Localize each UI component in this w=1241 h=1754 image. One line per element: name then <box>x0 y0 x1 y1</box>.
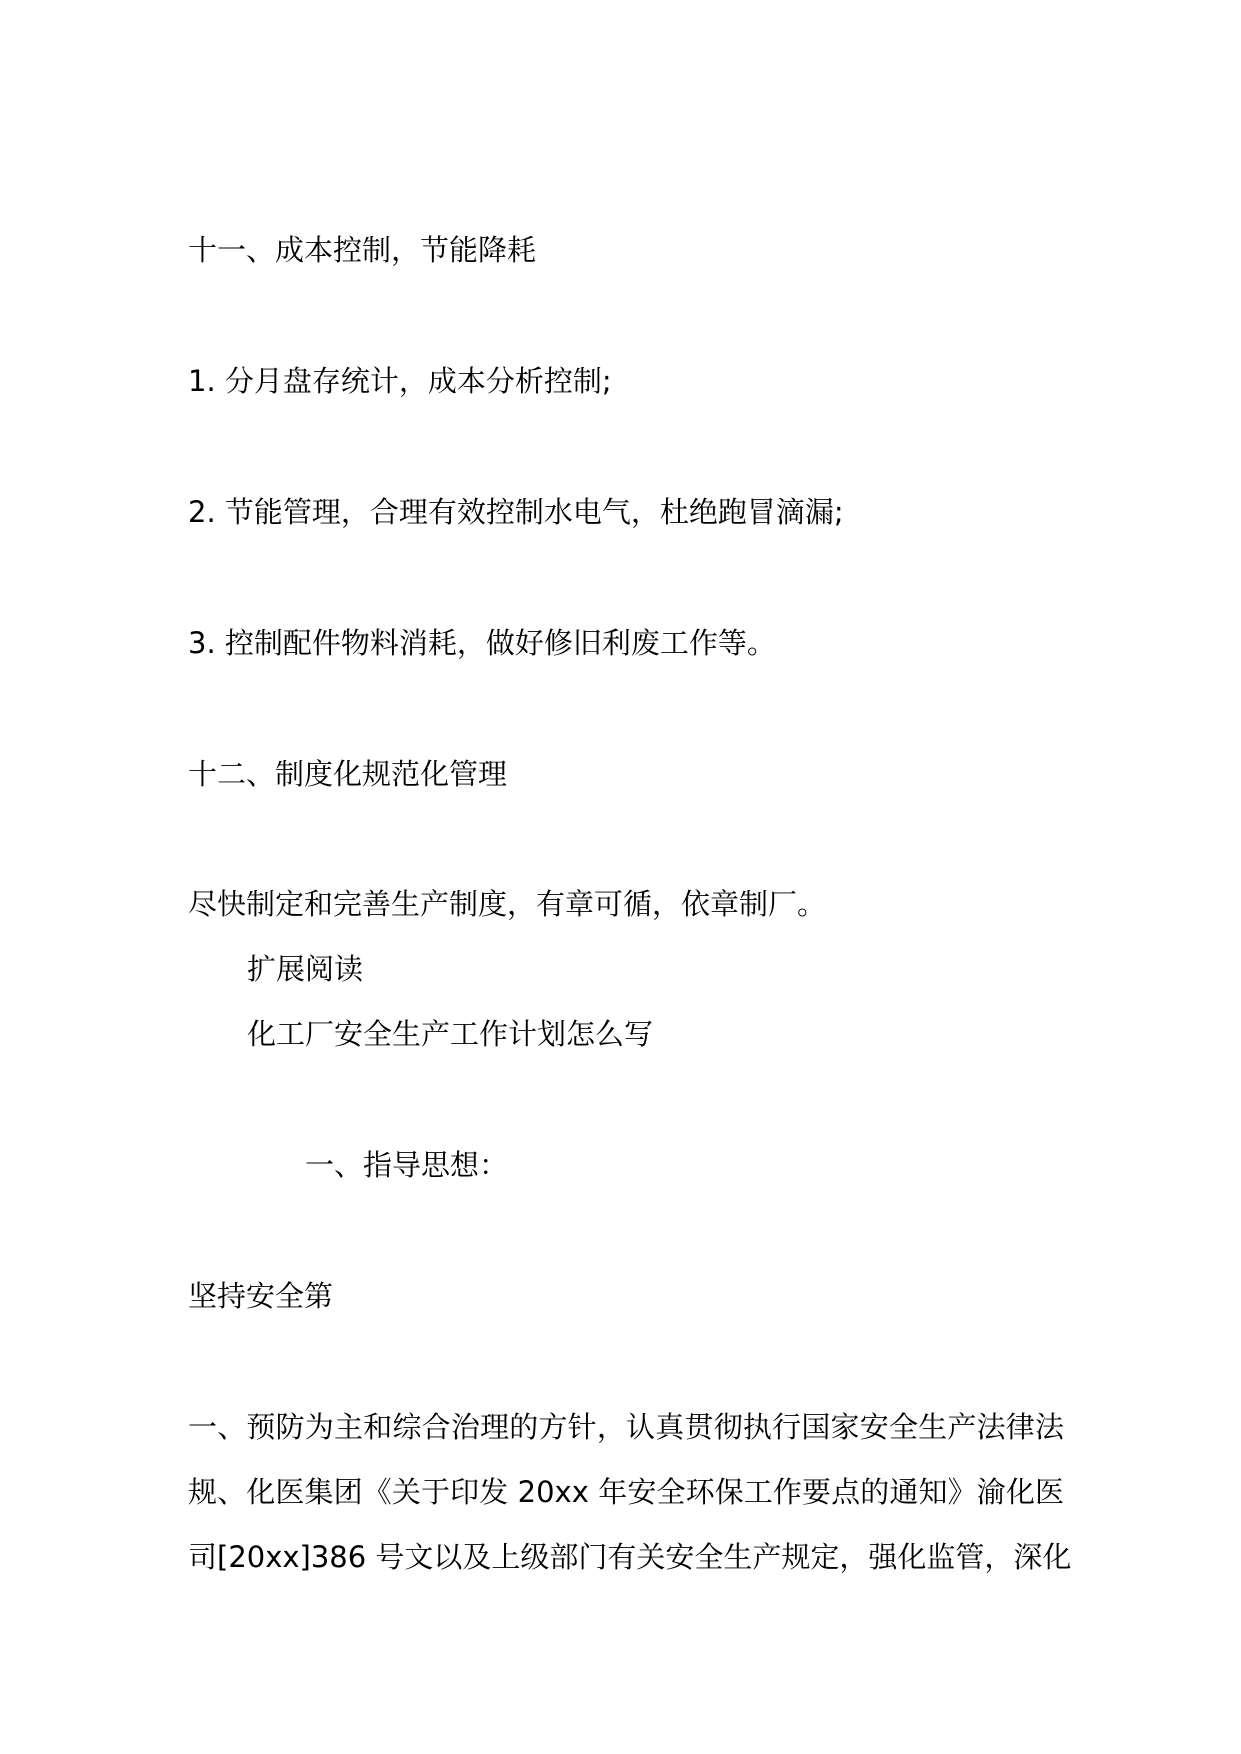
body-text-line: 规、化医集团《关于印发 20xx 年安全环保工作要点的通知》渝化医 <box>188 1475 1064 1509</box>
paragraph: 尽快制定和完善生产制度，有章可循，依章制厂。 <box>188 887 827 921</box>
list-item: 2. 节能管理，合理有效控制水电气，杜绝跑冒滴漏; <box>188 495 844 529</box>
body-text-line: 坚持安全第 <box>188 1279 334 1313</box>
body-text-line: 一、预防为主和综合治理的方针，认真贯彻执行国家安全生产法律法 <box>188 1410 1064 1444</box>
list-item: 1. 分月盘存统计，成本分析控制; <box>188 364 612 398</box>
body-text-line: 司[20xx]386 号文以及上级部门有关安全生产规定，强化监管，深化 <box>188 1540 1072 1574</box>
article-title: 化工厂安全生产工作计划怎么写 <box>247 1017 654 1051</box>
section-heading-cost-control: 十一、成本控制，节能降耗 <box>188 233 537 267</box>
extended-reading-label: 扩展阅读 <box>247 952 364 986</box>
list-item: 3. 控制配件物料消耗，做好修旧利废工作等。 <box>188 626 776 660</box>
section-heading-institutional-management: 十二、制度化规范化管理 <box>188 757 508 791</box>
section-heading-guiding-ideology: 一、指导思想： <box>305 1148 509 1182</box>
